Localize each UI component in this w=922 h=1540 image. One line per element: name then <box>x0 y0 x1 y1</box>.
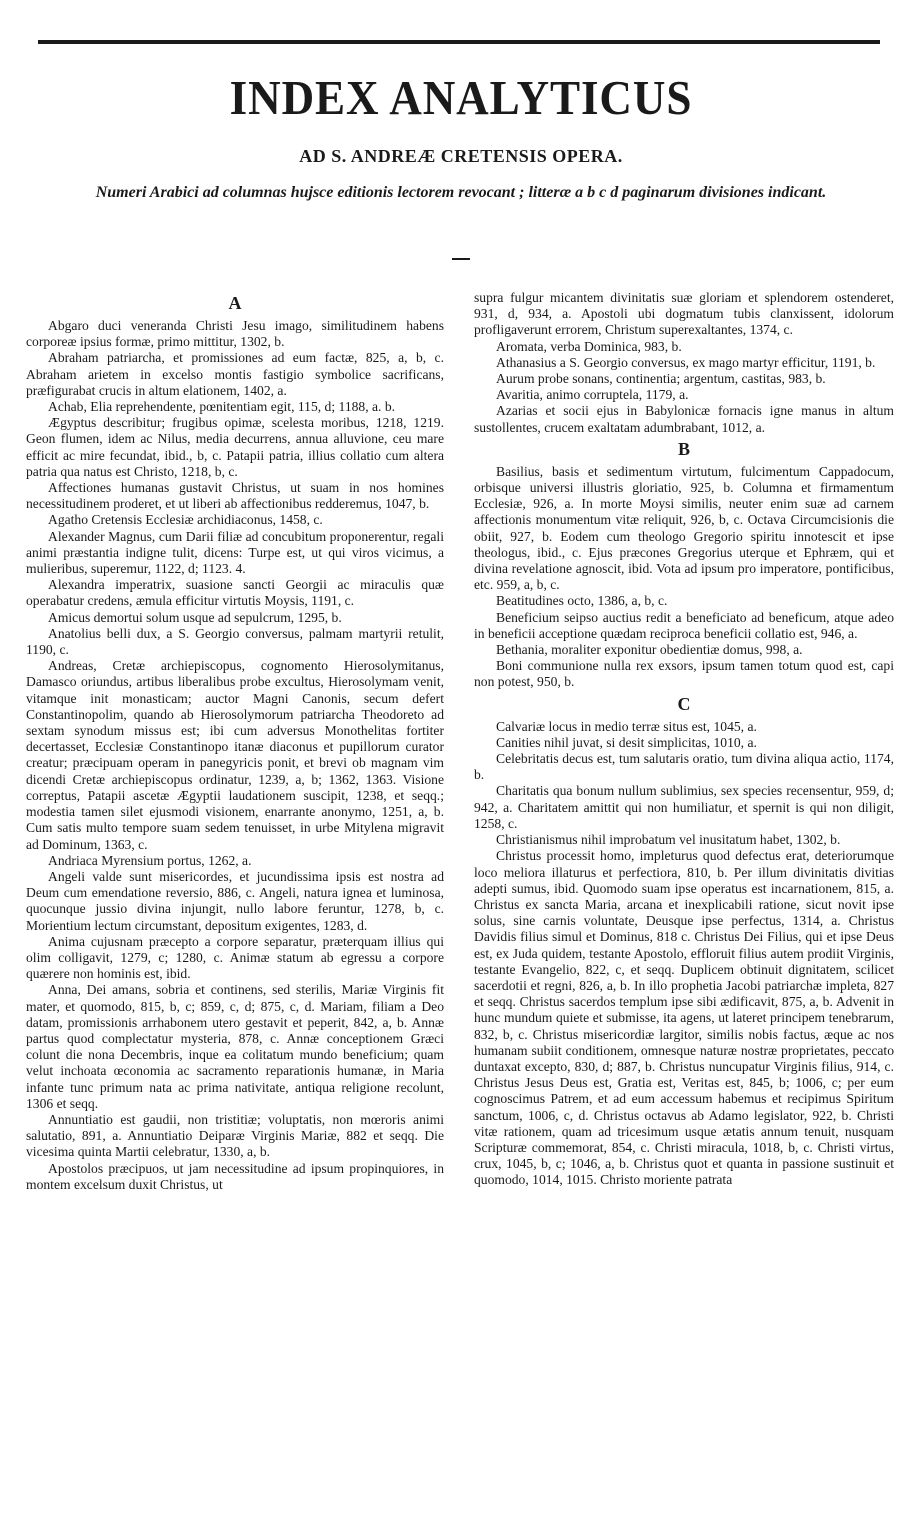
index-entry: Beatitudines octo, 1386, a, b, c. <box>496 593 668 609</box>
index-entry: Bethania, moraliter exponitur obedientiæ domus, 998, a. <box>496 642 803 658</box>
left-column <box>26 290 444 1535</box>
index-entry: Boni communione nulla rex exsors, ipsum tamen totum quod est, capi non potest, 950, b. <box>474 658 894 690</box>
top-rule <box>38 40 880 44</box>
index-entry: Agatho Cretensis Ecclesiæ archidiaconus, 1458, c. <box>48 512 323 528</box>
section-letter-c: C <box>677 693 691 714</box>
index-entry: Achab, Elia reprehendente, pœnitentiam egit, 115, d; 1188, a. b. <box>48 399 396 415</box>
index-entry: Beneficium seipso auctius redit a beneficiato ad beneficum, atque adeo in beneficii acceptione quædam reciproca beneficii collatio est, 946, a. <box>474 609 894 641</box>
index-note: Numeri Arabici ad columnas hujsce editionis lectorem revocant ; litteræ a b c d paginarum divisiones indicant. <box>95 184 827 201</box>
index-entry: Angeli valde sunt misericordes, et jucundissima ipsis est nostra ad Deum cum emendatione reversio, 886, c. Angeli, natura ignea et luminosa, quocunque jussio divina injungit, nullo labore feruntur, 1278, b, c. Morientium lectum circumstant, depositum exigentes, 1283, d. <box>26 868 444 933</box>
page-subtitle: AD S. ANDREÆ CRETENSIS OPERA. <box>299 146 623 166</box>
section-letter-b: B <box>677 438 690 459</box>
index-entry: Anatolius belli dux, a S. Georgio conversus, palmam martyrii retulit, 1190, c. <box>26 625 444 658</box>
index-entry: Apostolos præcipuos, ut jam necessitudine ad ipsum propinquiores, in montem excelsum duxit Christus, ut <box>26 1160 444 1192</box>
index-entry: Amicus demortui solum usque ad sepulcrum, 1295, b. <box>48 609 342 625</box>
index-entry: Calvariæ locus in medio terræ situs est, 1045, a. <box>496 718 757 734</box>
separator-dash <box>452 258 470 260</box>
index-entry: Ægyptus describitur; frugibus opimæ, scelesta moribus, 1218, 1219. Geon flumen, idem ac Nilus, media decurrens, annua alluvione, ceu mare efficit ac mire fecundat, ibid., b, c. Patapii patria, illius collatio cum altera patria qua natus est Christo, 1218, b, c. <box>26 415 444 479</box>
index-entry: Christus processit homo, impleturus quod defectus erat, deteriorumque loco meliora illaturus et perfectiora, 810, b. Per illum divinitatis divitias adepti sumus, ibid. Quomodo suam ipse operatus est incarnationem, 815, a. Christus ex sancta Maria, arcana et inexplicabili ratione, sicut novit ipse solus, sine carnis voluntate, Deusque ipse perfectus, 1314, a. Christus Davidis filius simul et Dominus, 818 c. Christus Dei Filius, qui et ipse Deus est, ex Juda quidem, testante Apostolo, effloruit filius autem prodiit Virginis, testante Evangelio, 822, c, et seqq. Duplicem obtinuit dignitatem, scilicet sacerdotii et regni, 826, a, b. In illo prophetia Jacobi patriarchæ impleta, 827 et seqq. Christus sacerdos templum ipse sibi ædificavit, 875, a, b. Advenit in hunc mundum quiete et submisse, ita agens, ut lateret principem tenebrarum, 832, b, c. Christus misericordiæ largitor, similis nobis factus, æque ac nos humanam subiit conditionem, omnesque naturæ nostræ proprietates, peccato duntaxat excepto, 830, d; 887, b. Christus nuncupatur Virginis filius, 914, c. Christus Jesus Deus est, Gratia est, Veritas est, 845, b; 1006, c; per eum cognoscimus Patrem, et ad eum accessum habemus et recipimus Spiritum sanctum, 1006, c, d. Christus octavus ab Adamo legislator, 922, b. Christi vitæ rationem, quam ad tricesimum usque ætatis annum tenuit, nusquam Scripturæ commemorat, 854, c. Christi miracula, 1018, b, c. Christi virtus, crux, 1045, b, c; 1046, a, b. Christus quot et quanta in passione sustinuit et quomodo, 1014, 1015. Christo moriente patrata <box>474 848 894 1188</box>
index-entry: Athanasius a S. Georgio conversus, ex mago martyr efficitur, 1191, b. <box>496 354 876 370</box>
index-entry: Azarias et socii ejus in Babylonicæ fornacis igne manus in altum sustollentes, crucem exaltatam adumbrabant, 1012, a. <box>474 403 894 435</box>
index-entry: Alexander Magnus, cum Darii filiæ ad concubitum proponerentur, regali animi præstantia indigne tulit, dicens: Turpe est, ut qui viros vicimus, a mulieribus, superemur, 1122, d; 1123. 4. <box>26 528 444 577</box>
right-column <box>474 290 894 1535</box>
index-entry: Avaritia, animo corruptela, 1179, a. <box>496 387 689 403</box>
index-entry: Basilius, basis et sedimentum virtutum, fulcimentum Cappadocum, orbisque universi illustris gloriatio, 925, b. Columna et firmamentum Ecclesiæ, 926, a. In morte Moysi similis, neuter enim suæ ad carnem affectionis monumentum vitæ reliquit, 926, b, c. Octava Circumcisionis die obiit, 927, b. Eodem cum theologo Gregorio spiritu innotescit et ipse theologus, ibid., c. Ejus præcones Gregorius uterque et Ephræm, qui et divina revelatione agnoscit, ibid. Vota ad ipsum pro imperatore, pontificibus, etc. 959, a, b, c. <box>474 463 894 593</box>
index-entry: Charitatis qua bonum nullum sublimius, sex species recensentur, 959, d; 942, a. Charitatem amittit qui non humiliatur, et spernit is qui non diligit, 1258, c. <box>474 783 894 831</box>
index-entry: Christianismus nihil improbatum vel inusitatum habet, 1302, b. <box>496 832 841 848</box>
index-entry: Aromata, verba Dominica, 983, b. <box>496 338 682 354</box>
index-entry: Abraham patriarcha, et promissiones ad eum factæ, 825, a, b, c. Abraham arietem in excelso montis fastigio symbolice sacrificans, præfigurabat crucis in altum elationem, 1402, a. <box>26 350 444 398</box>
index-entry: Affectiones humanas gustavit Christus, ut suam in nos homines necessitudinem proderet, et ut liberi ab affectionibus redderemus, 1047, b. <box>26 480 444 512</box>
index-entry: Aurum probe sonans, continentia; argentum, castitas, 983, b. <box>496 371 826 387</box>
index-entry: Alexandra imperatrix, suasione sancti Georgii ac miraculis quæ operabatur credens, æmula efficitur virtutis Moysis, 1191, c. <box>26 577 444 609</box>
index-entry: Annuntiatio est gaudii, non tristitiæ; voluptatis, non mœroris animi salutatio, 891, a. Annuntiatio Deiparæ Virginis Mariæ, 882 et seqq. Die vicesima quinta Martii celebratur, 1330, a, b. <box>26 1111 444 1160</box>
page-title: INDEX ANALYTICUS <box>229 70 693 125</box>
section-letter-a: A <box>228 293 242 313</box>
index-entry: Anna, Dei amans, sobria et continens, sed sterilis, Mariæ Virginis fit mater, et quomodo, 815, b, c; 859, c, d; 875, c, d. Mariam, filiam a Deo datam, promissionis arrhabonem utero gestavit et peperit, 842, a, b. Annæ partus quod complectatur mysteria, 878, c. Annæ conceptionem Græci colunt die nona Decembris, inque ea colitatum mundo beneficium; quam velut inchoata œconomia ac sacramento reparationis humanæ, in Maria infante tunc primum nata ac prima nativitate, antiqua religione recolunt, 1306 et seqq. <box>26 982 444 1111</box>
index-entry: Abgaro duci veneranda Christi Jesu imago, similitudinem habens corporeæ ipsius formæ, primo mittitur, 1302, b. <box>26 318 444 350</box>
index-entry: Anima cujusnam præcepto a corpore separatur, præterquam illius qui olim colligavit, 1279, c; 1280, c. Animæ statum ab egressu a corpore quærere non hominis est, ibid. <box>26 933 444 982</box>
index-entry: Celebritatis decus est, tum salutaris oratio, tum divina aliqua actio, 1174, b. <box>474 751 894 783</box>
index-entry-continuation: supra fulgur micantem divinitatis suæ gloriam et splendorem ostenderet, 931, d, 934, a. Apostoli ubi dogmatum tubis clanxissent, idolorum profligaverunt errorem, Christum superexaltantes, 1374, c. <box>474 290 894 338</box>
index-entry: Andreas, Cretæ archiepiscopus, cognomento Hierosolymitanus, Damasco oriundus, artibus liberalibus probe excultus, Hierosolymam venit, vitamque init monasticam; auctor Magni Canonis, secum defert Constantinopolim, quando ab Hierosolymorum patriarcha Theodoreto ad sextam synodum missus est; ibi cum adversus Monothelitas fortiter decertasset, Ecclesiæ Constantinopo itanæ diaconus et pupillorum curator creatur; præcipuam operam in panegyricis ponit, et brevi ob magnam vim dicendi Cretæ archiepiscopus ordinatur, 1239, a, b; 1362, 1363. Visione correptus, Patapii ascetæ Ægyptii laudationem suscipit, 1238, et seqq.; modestia tamen silet ejusmodi visionem, enarrante anonymo, 1251, a, b. Cum satis multo tempore suam sedem tenuisset, in urbe Mitylena migravit ad Dominum, 1363, c. <box>26 658 444 852</box>
index-entry: Canities nihil juvat, si desit simplicitas, 1010, a. <box>496 734 757 750</box>
index-entry: Andriaca Myrensium portus, 1262, a. <box>48 852 252 868</box>
